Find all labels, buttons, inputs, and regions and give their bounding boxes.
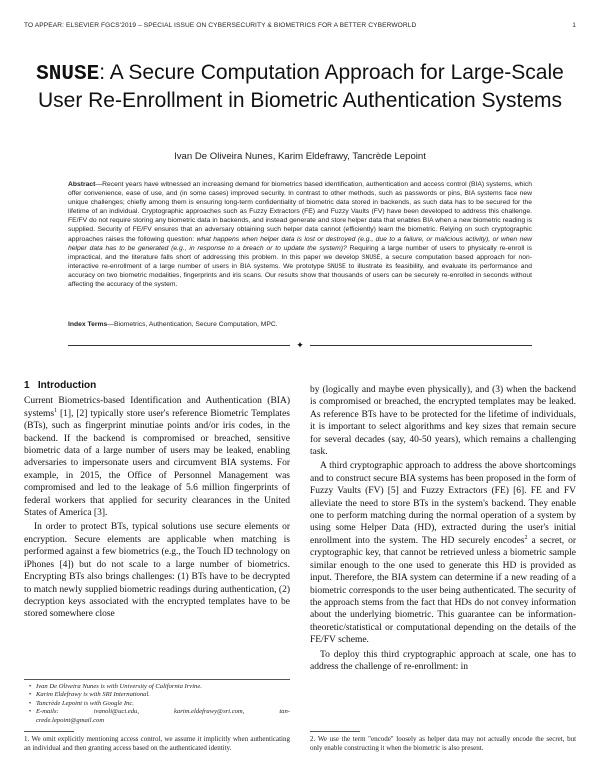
paragraph-2: In order to protect BTs, typical solutions use secure elements or encryption. Secure elements are applicable when matching is performed against a few biometrics (e.g., the Touch ID technology on iPhones [4]) but do not scale to a large number of biometrics. Encrypting BTs also brings challenges: (1) BTs have to be decrypted to match newly supplied biometric readings during authentication, (2) decryption keys associated with the encrypted templates have to be stored somewhere close — [24, 522, 290, 620]
affiliation-emails-cont — [24, 717, 290, 725]
left-column — [24, 380, 290, 623]
author-list: Ivan De Oliveira Nunes, Karim Eldefrawy, Tancrède Lepoint — [174, 151, 426, 162]
paper-title — [30, 60, 570, 114]
email-line — [36, 708, 290, 716]
footnote-2 — [310, 735, 576, 752]
bullet-spacer — [24, 717, 36, 725]
email-3-part-a: tan- — [279, 708, 290, 716]
abstract-question: what happens when helper data is lost or destroyed (e.g., due to a failure, or malicious activity), or when new helper data has to be generated (e.g., in response to a breach or to update the system)? — [68, 235, 532, 252]
section-title: Introduction — [37, 380, 97, 391]
affiliation-rule — [24, 679, 290, 680]
paragraph-5: To deploy this third cryptographic approach at scale, one has to address the challenge of re-enrollment: in — [310, 649, 576, 672]
affiliation-emails — [24, 708, 290, 716]
paragraph-1 — [24, 395, 290, 519]
title-text: : A Secure Computation Approach for Large-Scale User Re-Enrollment in Biometric Authentication Systems — [37, 61, 564, 112]
right-column — [310, 384, 576, 675]
footnote-marker-1: 1 — [54, 407, 58, 414]
email-1: ivanoli@uci.edu, — [93, 708, 139, 716]
index-terms-text: —Biometrics, Authentication, Secure Computation, MPC. — [107, 321, 278, 328]
affiliation-1: Ivan De Oliveira Nunes is with University of California Irvine. — [36, 683, 202, 690]
index-terms — [68, 321, 532, 328]
paragraph-1-text-b: [1], [2] typically store user's reference Biometric Templates (BTs), such as fingerprint minutiae points and/or iris codes, in the backend. If the backend is compromised or breached, sensitive biometric data of a large number of users may be leaked, enabling adversaries to impersonate users and circumvent BIA systems. For example, in 2015, the Office of Personnel Management was compromised and led to the leakage of 5.6 million fingerprints of federal workers that applied for security clearances in the United States of America [3]. — [24, 408, 290, 519]
footnote-2-text: We use the term "encode" loosely as helper data may not actually encode the secret, but only enable constructing it when the biometric is also present. — [310, 735, 577, 752]
affiliations — [24, 683, 290, 725]
footnote-rule-right — [310, 731, 360, 732]
emails-label: E-mails: — [36, 708, 59, 716]
email-3-part-b: crede.lepoint@gmail.com — [36, 716, 105, 724]
index-terms-label: Index Terms — [68, 321, 108, 328]
footnote-1-number: 1. — [24, 735, 30, 743]
bullet-icon: • — [28, 699, 32, 707]
running-head-text: TO APPEAR: ELSEVIER FGCS'2019 – SPECIAL ISSUE ON CYBERSECURITY & BIOMETRICS FOR A BETTER CYBERWORLD — [24, 22, 417, 29]
section-heading — [24, 380, 290, 392]
abstract — [68, 180, 532, 289]
paragraph-4-text-a: A third cryptographic approach to address the above shortcomings and to construct secure BIA systems has been proposed in the form of Fuzzy Vaults (FV) [5] and Fuzzy Extractors (FE) [6]. FE and FV alleviate the need to store BTs in the system's backend. They enable one to perform matching during the normal operation of a system by using some Helper Data (HD), extracted during the user's initial enrollment into the system. The HD securely encodes — [310, 461, 576, 546]
paragraph-4-text-b: a secret, or cryptographic key, that cannot be retrieved unless a biometric sample similar enough to the one used to generate this HD is provided as input. Therefore, the BIA system can determine if a new reading of a biometric corresponds to the user being authenticated. The security of the approach stems from the fact that HDs do not convey information about the underlying biometric. This guarantee can be information-theoretic/statistical or computational depending on the details of the FE/FV scheme. — [310, 535, 576, 646]
footnote-2-number: 2. — [310, 735, 316, 743]
separator-line-left — [68, 345, 290, 346]
footnote-1 — [24, 735, 290, 752]
affiliation-2: Karim Eldefrawy is with SRI International. — [36, 691, 150, 699]
footnote-marker-2: 2 — [524, 534, 528, 541]
abstract-code-2: SNUSE — [327, 262, 346, 270]
affiliation-item — [24, 691, 290, 699]
abstract-text-1: —Recent years have witnessed an increasing demand for biometrics based identification, authentication and access control (BIA) systems, which offer convenience, ease of use, and (in some cases) improved security. In contrast to other methods, such as passwords or pins, BIA systems face new unique challenges; chiefly among them is ensuring long-term confidentiality of biometric data stored in backends, as such data has to be secured for the lifetime of an individual. Cryptographic approaches such as Fuzzy Extractors (FE) and Fuzzy Vaults (FV) have been developed to address this challenge. FE/FV do not require storing any biometric data in backends, and instead generate and store helper data that enables BIA when a new biometric reading is supplied. Security of FE/FV ensures that an adversary obtaining such helper data cannot (efficiently) learn the biometric. Relying on such cryptographic approaches raises the following question: — [68, 181, 532, 243]
bullet-icon: • — [28, 691, 32, 699]
bullet-icon: • — [28, 708, 32, 716]
page-number: 1 — [572, 22, 576, 29]
affiliation-3: Tancrède Lepoint is with Google Inc. — [36, 699, 134, 707]
email-2: karim.eldefrawy@sri.com, — [173, 708, 245, 716]
abstract-label: Abstract — [68, 181, 96, 188]
abstract-code-1: SNUSE — [361, 253, 381, 261]
affiliation-item — [24, 683, 290, 691]
abstract-text-3: , a secure computation based approach for non-interactive re-enrollment of a large number of users in BIA systems. We prototype — [68, 253, 532, 270]
paragraph-4 — [310, 460, 576, 646]
separator-line-right — [310, 345, 532, 346]
footnote-rule-left — [24, 731, 74, 732]
section-number: 1 — [24, 380, 30, 391]
title-code: SNUSE — [36, 63, 100, 86]
paragraph-1-text-a: Current Biometrics-based Identification and Authentication (BIA) systems — [24, 396, 290, 419]
bullet-icon: • — [28, 683, 32, 690]
affiliation-item — [24, 700, 290, 708]
abstract-text-4: to illustrate its feasibility, and evaluate its performance and accuracy on two biometric modalities, fingerprints and iris scans. Our results show that thousands of users can be securely re-enrolled in seconds without affecting the accuracy of the system. — [68, 262, 533, 289]
footnote-1-text: We omit explicitly mentioning access control, we assume it implicitly when authenticating an individual and then granting access based on the authenticated identity. — [24, 735, 291, 752]
separator-diamond-icon: ✦ — [296, 340, 304, 350]
section-separator — [68, 340, 532, 352]
paragraph-3: by (logically and maybe even physically), and (3) when the backend is compromised or breached, the encrypted templates may be leaked. As reference BTs have to be protected for the lifetime of individuals, it is important to select algorithms and key sizes that remain secure for several decades (say, 40-50 years), which remains a challenging task. — [310, 385, 576, 458]
running-header — [24, 22, 576, 34]
abstract-text-2: Requiring a large number of users to physically re-enroll is impractical, and the literature falls short of addressing this problem. In this paper we develop — [68, 244, 532, 261]
